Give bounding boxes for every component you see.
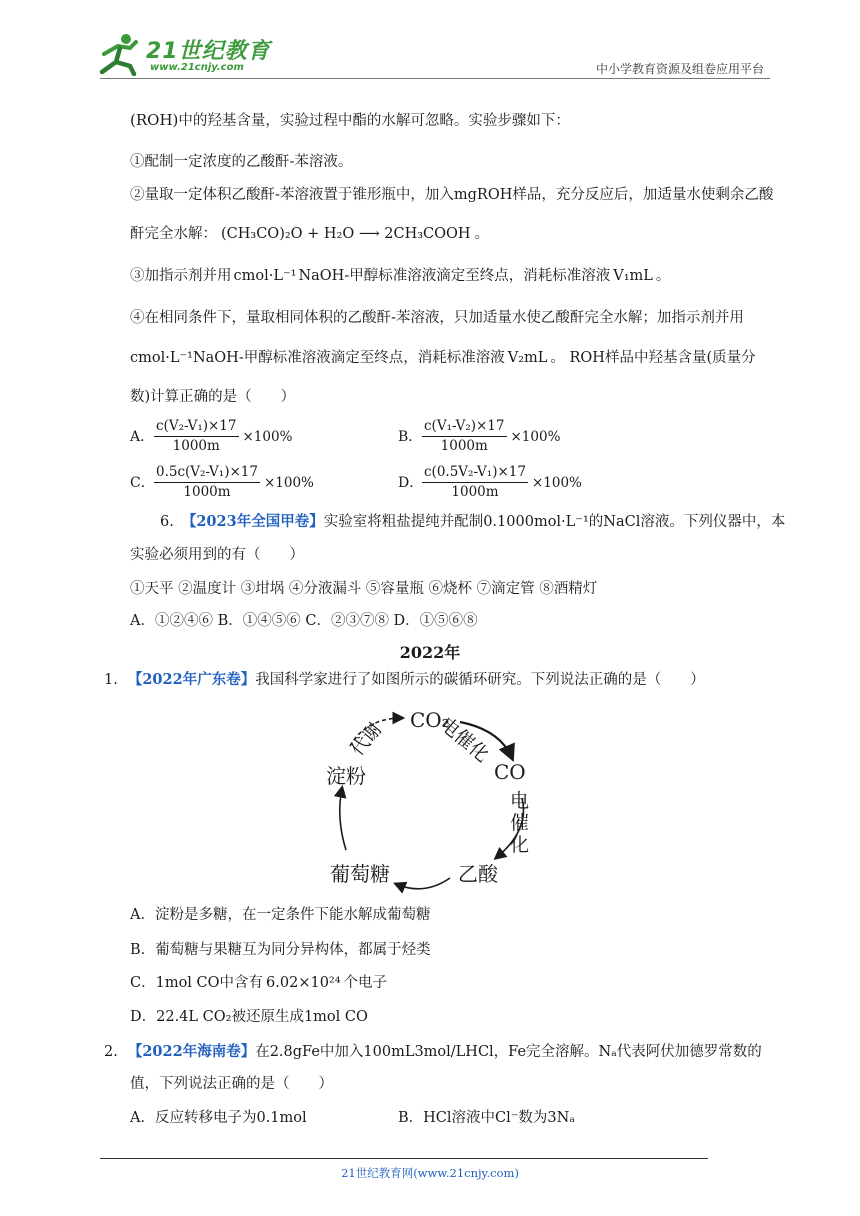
option-c-denominator: 1000m bbox=[183, 484, 231, 500]
q6-line1 bbox=[160, 512, 785, 532]
label-right-char-3: 化 bbox=[510, 834, 530, 856]
q5-option-b[interactable] bbox=[398, 418, 560, 455]
q6-conc: 0.1000mol·L⁻¹ bbox=[483, 514, 589, 530]
node-glucose: 葡萄糖 bbox=[330, 862, 390, 886]
hydrolysis-equation: (CH₃CO)₂O + H₂O ⟶ 2CH₃COOH bbox=[221, 226, 471, 242]
option-d-denominator: 1000m bbox=[451, 484, 499, 500]
header bbox=[90, 28, 770, 80]
option-a-denominator: 1000m bbox=[172, 438, 220, 454]
footer-text[interactable]: 21世纪教育网(www.21cnjy.com) bbox=[341, 1166, 519, 1180]
q5-intro bbox=[130, 110, 570, 131]
logo-url: www.21cnjy.com bbox=[150, 62, 244, 73]
q5-step3 bbox=[130, 266, 670, 286]
q5-option-c[interactable] bbox=[130, 464, 314, 501]
q6-options[interactable]: A．①②④⑥ B．①④⑤⑥ C．②③⑦⑧ D．①⑤⑥⑧ bbox=[130, 613, 478, 629]
roh-paren: (ROH) bbox=[130, 111, 179, 129]
option-a-fraction bbox=[154, 418, 239, 455]
q1-line1 bbox=[104, 670, 705, 690]
q1-text: 我国科学家进行了如图所示的碳循环研究。下列说法正确的是（ ） bbox=[255, 672, 705, 688]
q5-option-a[interactable] bbox=[130, 418, 292, 455]
q2-text: 在2.8gFe中加入100mL3mol/LHCl，Fe完全溶解。Nₐ代表阿伏加德罗常数的 bbox=[255, 1044, 762, 1060]
q5-step2b bbox=[130, 224, 489, 244]
option-d-fraction bbox=[422, 464, 528, 501]
label-right-char-2: 催 bbox=[510, 812, 530, 834]
q1-option-c-tail: 个电子 bbox=[343, 975, 388, 991]
label-electrocatalysis-top: 电催化 bbox=[435, 713, 494, 767]
q1-source: 【2022年广东卷】 bbox=[127, 671, 256, 688]
option-b-tail: ×100% bbox=[510, 428, 561, 445]
node-co: CO bbox=[494, 760, 526, 784]
step3-lead: ③加指示剂并用 bbox=[130, 268, 232, 284]
option-a-numerator: c(V₂-V₁)×17 bbox=[154, 418, 239, 437]
node-starch: 淀粉 bbox=[326, 764, 366, 788]
label-metabolism: 代谢 bbox=[347, 718, 387, 761]
option-b-numerator: c(V₁-V₂)×17 bbox=[422, 418, 507, 437]
option-c-tail: ×100% bbox=[263, 474, 314, 491]
q6-instruments: ①天平 ②温度计 ③坩埚 ④分液漏斗 ⑤容量瓶 ⑥烧杯 ⑦滴定管 ⑧酒精灯 bbox=[130, 581, 598, 597]
platform-name: 中小学教育资源及组卷应用平台 bbox=[595, 62, 764, 76]
step3-text: NaOH-甲醇标准溶液滴定至终点，消耗标准溶液 bbox=[298, 268, 611, 284]
arrow-acetic-to-glucose bbox=[396, 878, 450, 889]
label-right-char-1: 电 bbox=[510, 790, 530, 812]
step4-conc: cmol·L⁻¹ bbox=[130, 350, 193, 366]
logo-text: 21世纪教育 bbox=[146, 39, 271, 64]
q5-step1: ①配制一定浓度的乙酸酐-苯溶液。 bbox=[130, 154, 353, 170]
q2-option-a[interactable]: A．反应转移电子为0.1mol bbox=[130, 1110, 307, 1126]
step2b-end: 。 bbox=[474, 226, 490, 242]
header-rule bbox=[100, 78, 770, 79]
q2-source: 【2022年海南卷】 bbox=[127, 1043, 256, 1060]
node-acetic-acid: 乙酸 bbox=[458, 862, 498, 886]
option-a-label: A． bbox=[130, 428, 155, 445]
step3-vol: V₁mL bbox=[613, 268, 653, 284]
footer-rule bbox=[100, 1158, 708, 1159]
step3-conc: cmol·L⁻¹ bbox=[233, 268, 297, 284]
q6-source: 【2023年全国甲卷】 bbox=[181, 513, 324, 530]
arrow-glucose-to-starch bbox=[340, 788, 346, 850]
option-c-numerator: 0.5c(V₂-V₁)×17 bbox=[154, 464, 260, 483]
q2-line1 bbox=[104, 1042, 762, 1062]
q6-text-b: 的NaCl溶液。下列仪器中，本 bbox=[588, 514, 786, 530]
q1-option-c-lead: C．1mol CO中含有 bbox=[130, 975, 264, 991]
q1-option-a[interactable]: A．淀粉是多糖，在一定条件下能水解成葡萄糖 bbox=[130, 907, 431, 923]
option-d-label: D． bbox=[398, 474, 424, 491]
step4-text: NaOH-甲醇标准溶液滴定至终点，消耗标准溶液 bbox=[192, 350, 505, 366]
node-co2: CO₂ bbox=[410, 708, 450, 732]
q2-line2: 值，下列说法正确的是（ ） bbox=[130, 1076, 333, 1092]
q1-option-c-number: 6.02×10²⁴ bbox=[266, 975, 341, 991]
q5-intro-text: 中的羟基含量，实验过程中酯的水解可忽略。实验步骤如下： bbox=[178, 113, 570, 129]
option-d-numerator: c(0.5V₂-V₁)×17 bbox=[422, 464, 528, 483]
runner-logo-icon bbox=[96, 32, 144, 76]
q5-step4c: 数)计算正确的是（ ） bbox=[130, 389, 296, 405]
option-b-denominator: 1000m bbox=[440, 438, 488, 454]
q1-option-b[interactable]: B．葡萄糖与果糖互为同分异构体，都属于烃类 bbox=[130, 942, 431, 958]
step4-vol: V₂mL bbox=[507, 350, 548, 366]
q5-option-d[interactable] bbox=[398, 464, 582, 501]
q5-step4b bbox=[130, 348, 756, 368]
option-c-label: C． bbox=[130, 474, 155, 491]
year-heading: 2022年 bbox=[399, 643, 461, 662]
option-c-fraction bbox=[154, 464, 260, 501]
q2-option-b[interactable]: B．HCl溶液中Cl⁻数为3Nₐ bbox=[398, 1110, 575, 1126]
step2b-lead: 酐完全水解： bbox=[130, 226, 217, 242]
q5-step4a: ④在相同条件下，量取相同体积的乙酸酐-苯溶液，只加适量水使乙酸酐完全水解；加指示剂并用 bbox=[130, 310, 744, 326]
option-b-label: B． bbox=[398, 428, 423, 445]
step3-end: 。 bbox=[655, 268, 671, 284]
q6-text-a: 实验室将粗盐提纯并配制 bbox=[323, 514, 484, 530]
q1-number: 1. bbox=[104, 672, 118, 688]
option-b-fraction bbox=[422, 418, 507, 455]
q5-step2a: ②量取一定体积乙酸酐-苯溶液置于锥形瓶中，加入mgROH样品，充分反应后，加适量水使剩余乙酸 bbox=[130, 187, 774, 203]
step4-end: 。 ROH样品中羟基含量(质量分 bbox=[550, 350, 756, 366]
q6-line2: 实验必须用到的有（ ） bbox=[130, 547, 304, 563]
option-d-tail: ×100% bbox=[531, 474, 582, 491]
label-electrocatalysis-right bbox=[510, 790, 532, 856]
q1-option-d[interactable]: D．22.4L CO₂被还原生成1mol CO bbox=[130, 1009, 368, 1025]
q1-option-c[interactable] bbox=[130, 973, 387, 993]
q6-number: 6. bbox=[160, 514, 174, 530]
option-a-tail: ×100% bbox=[242, 428, 293, 445]
q2-number: 2. bbox=[104, 1044, 118, 1060]
